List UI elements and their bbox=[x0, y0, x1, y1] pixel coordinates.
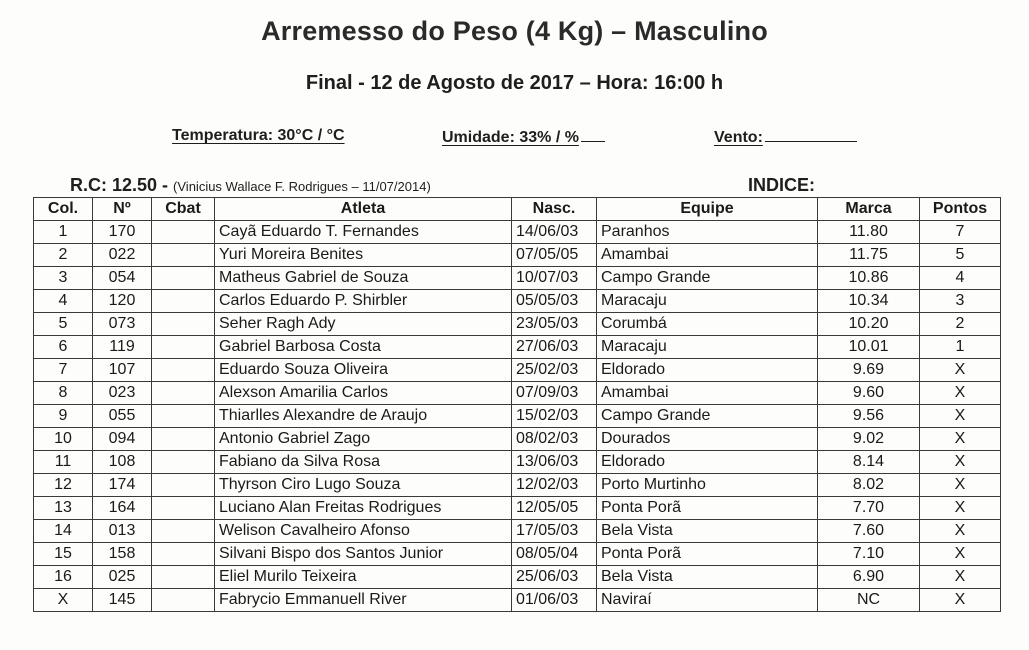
cell-marca: 10.01 bbox=[818, 336, 920, 359]
table-row bbox=[34, 474, 1001, 497]
wind-blank bbox=[765, 127, 857, 142]
cell-num: 119 bbox=[93, 336, 152, 359]
cell-nasc: 25/06/03 bbox=[512, 566, 597, 589]
cell-nasc: 08/05/04 bbox=[512, 543, 597, 566]
cell-cbat bbox=[152, 359, 215, 382]
cell-marca: 9.02 bbox=[818, 428, 920, 451]
cell-cbat bbox=[152, 451, 215, 474]
cell-col: 15 bbox=[34, 543, 93, 566]
cell-pontos: 5 bbox=[920, 244, 1001, 267]
cell-marca: 9.69 bbox=[818, 359, 920, 382]
cell-atleta: Gabriel Barbosa Costa bbox=[215, 336, 512, 359]
cell-marca: 7.60 bbox=[818, 520, 920, 543]
cell-cbat bbox=[152, 497, 215, 520]
table-row bbox=[34, 589, 1001, 612]
cell-pontos: 7 bbox=[920, 221, 1001, 244]
cell-equipe: Eldorado bbox=[597, 451, 818, 474]
cell-col: 5 bbox=[34, 313, 93, 336]
cell-marca: 8.14 bbox=[818, 451, 920, 474]
cell-pontos: X bbox=[920, 405, 1001, 428]
results-table bbox=[33, 197, 1001, 612]
cell-num: 022 bbox=[93, 244, 152, 267]
record-separator: - bbox=[157, 175, 174, 195]
cell-atleta: Eduardo Souza Oliveira bbox=[215, 359, 512, 382]
cell-equipe: Bela Vista bbox=[597, 520, 818, 543]
cell-cbat bbox=[152, 566, 215, 589]
cell-num: 158 bbox=[93, 543, 152, 566]
cell-cbat bbox=[152, 382, 215, 405]
table-row bbox=[34, 290, 1001, 313]
table-row bbox=[34, 244, 1001, 267]
table-row bbox=[34, 520, 1001, 543]
cell-atleta: Carlos Eduardo P. Shirbler bbox=[215, 290, 512, 313]
cell-atleta: Yuri Moreira Benites bbox=[215, 244, 512, 267]
cell-equipe: Corumbá bbox=[597, 313, 818, 336]
cell-equipe: Campo Grande bbox=[597, 267, 818, 290]
cell-pontos: X bbox=[920, 543, 1001, 566]
cell-pontos: 2 bbox=[920, 313, 1001, 336]
cell-nasc: 13/06/03 bbox=[512, 451, 597, 474]
cell-pontos: 1 bbox=[920, 336, 1001, 359]
cell-num: 013 bbox=[93, 520, 152, 543]
cell-pontos: X bbox=[920, 520, 1001, 543]
cell-nasc: 07/09/03 bbox=[512, 382, 597, 405]
table-row bbox=[34, 267, 1001, 290]
record-value: R.C: 12.50 bbox=[70, 175, 158, 195]
cell-equipe: Eldorado bbox=[597, 359, 818, 382]
wind-label: Vento: bbox=[714, 129, 763, 146]
cell-nasc: 27/06/03 bbox=[512, 336, 597, 359]
cell-pontos: X bbox=[920, 566, 1001, 589]
record-holder: (Vinicius Wallace F. Rodrigues – 11/07/2014) bbox=[173, 179, 431, 194]
cell-atleta: Antonio Gabriel Zago bbox=[215, 428, 512, 451]
header-nasc: Nasc. bbox=[512, 198, 597, 221]
cell-equipe: Porto Murtinho bbox=[597, 474, 818, 497]
cell-num: 055 bbox=[93, 405, 152, 428]
cell-cbat bbox=[152, 244, 215, 267]
cell-marca: 7.70 bbox=[818, 497, 920, 520]
cell-nasc: 10/07/03 bbox=[512, 267, 597, 290]
cell-col: X bbox=[34, 589, 93, 612]
humidity-blank bbox=[581, 127, 605, 142]
cell-pontos: 4 bbox=[920, 267, 1001, 290]
cell-pontos: X bbox=[920, 474, 1001, 497]
cell-cbat bbox=[152, 405, 215, 428]
cell-equipe: Ponta Porã bbox=[597, 543, 818, 566]
cell-nasc: 23/05/03 bbox=[512, 313, 597, 336]
cell-atleta: Seher Ragh Ady bbox=[215, 313, 512, 336]
cell-equipe: Maracaju bbox=[597, 336, 818, 359]
cell-atleta: Welison Cavalheiro Afonso bbox=[215, 520, 512, 543]
table-row bbox=[34, 382, 1001, 405]
table-row bbox=[34, 497, 1001, 520]
cell-marca: 11.75 bbox=[818, 244, 920, 267]
cell-col: 16 bbox=[34, 566, 93, 589]
cell-atleta: Matheus Gabriel de Souza bbox=[215, 267, 512, 290]
cell-col: 11 bbox=[34, 451, 93, 474]
cell-col: 12 bbox=[34, 474, 93, 497]
cell-atleta: Fabrycio Emmanuell River bbox=[215, 589, 512, 612]
cell-equipe: Ponta Porã bbox=[597, 497, 818, 520]
cell-cbat bbox=[152, 520, 215, 543]
cell-nasc: 14/06/03 bbox=[512, 221, 597, 244]
header-cbat: Cbat bbox=[152, 198, 215, 221]
cell-col: 1 bbox=[34, 221, 93, 244]
cell-col: 10 bbox=[34, 428, 93, 451]
cell-atleta: Fabiano da Silva Rosa bbox=[215, 451, 512, 474]
cell-cbat bbox=[152, 290, 215, 313]
cell-nasc: 08/02/03 bbox=[512, 428, 597, 451]
cell-atleta: Cayã Eduardo T. Fernandes bbox=[215, 221, 512, 244]
table-row bbox=[34, 221, 1001, 244]
table-row bbox=[34, 405, 1001, 428]
cell-num: 120 bbox=[93, 290, 152, 313]
cell-col: 4 bbox=[34, 290, 93, 313]
page-subtitle: Final - 12 de Agosto de 2017 – Hora: 16:00 h bbox=[305, 72, 724, 94]
cell-col: 8 bbox=[34, 382, 93, 405]
cell-pontos: X bbox=[920, 359, 1001, 382]
cell-nasc: 12/02/03 bbox=[512, 474, 597, 497]
cell-pontos: X bbox=[920, 382, 1001, 405]
cell-marca: 11.80 bbox=[818, 221, 920, 244]
cell-pontos: X bbox=[920, 451, 1001, 474]
cell-atleta: Thyrson Ciro Lugo Souza bbox=[215, 474, 512, 497]
cell-col: 6 bbox=[34, 336, 93, 359]
cell-pontos: X bbox=[920, 428, 1001, 451]
cell-num: 107 bbox=[93, 359, 152, 382]
cell-num: 073 bbox=[93, 313, 152, 336]
cell-col: 14 bbox=[34, 520, 93, 543]
cell-cbat bbox=[152, 589, 215, 612]
record-line bbox=[70, 175, 431, 196]
cell-equipe: Paranhos bbox=[597, 221, 818, 244]
cell-cbat bbox=[152, 267, 215, 290]
table-row bbox=[34, 566, 1001, 589]
cell-num: 054 bbox=[93, 267, 152, 290]
cell-num: 094 bbox=[93, 428, 152, 451]
wind-field bbox=[714, 127, 857, 147]
cell-marca: 9.60 bbox=[818, 382, 920, 405]
table-row bbox=[34, 359, 1001, 382]
cell-pontos: X bbox=[920, 497, 1001, 520]
cell-col: 3 bbox=[34, 267, 93, 290]
cell-nasc: 05/05/03 bbox=[512, 290, 597, 313]
results-body bbox=[34, 221, 1001, 612]
cell-cbat bbox=[152, 221, 215, 244]
cell-marca: 10.86 bbox=[818, 267, 920, 290]
cell-marca: 10.34 bbox=[818, 290, 920, 313]
cell-atleta: Eliel Murilo Teixeira bbox=[215, 566, 512, 589]
cell-num: 025 bbox=[93, 566, 152, 589]
cell-marca: 9.56 bbox=[818, 405, 920, 428]
cell-cbat bbox=[152, 543, 215, 566]
cell-atleta: Alexson Amarilia Carlos bbox=[215, 382, 512, 405]
table-row bbox=[34, 336, 1001, 359]
cell-marca: NC bbox=[818, 589, 920, 612]
header-col: Col. bbox=[34, 198, 93, 221]
table-row bbox=[34, 543, 1001, 566]
index-label: INDICE: bbox=[748, 175, 815, 195]
cell-num: 174 bbox=[93, 474, 152, 497]
humidity-label: Umidade: 33% / % bbox=[442, 129, 579, 146]
cell-col: 9 bbox=[34, 405, 93, 428]
table-header-row bbox=[34, 198, 1001, 221]
cell-col: 7 bbox=[34, 359, 93, 382]
cell-equipe: Dourados bbox=[597, 428, 818, 451]
page-title: Arremesso do Peso (4 Kg) – Masculino bbox=[261, 16, 768, 46]
cell-nasc: 17/05/03 bbox=[512, 520, 597, 543]
cell-atleta: Silvani Bispo dos Santos Junior bbox=[215, 543, 512, 566]
cell-atleta: Thiarlles Alexandre de Araujo bbox=[215, 405, 512, 428]
cell-equipe: Bela Vista bbox=[597, 566, 818, 589]
table-row bbox=[34, 313, 1001, 336]
table-row bbox=[34, 451, 1001, 474]
cell-cbat bbox=[152, 313, 215, 336]
header-equipe: Equipe bbox=[597, 198, 818, 221]
cell-num: 164 bbox=[93, 497, 152, 520]
humidity-field bbox=[442, 127, 605, 147]
table-row bbox=[34, 428, 1001, 451]
cell-equipe: Amambai bbox=[597, 244, 818, 267]
cell-cbat bbox=[152, 336, 215, 359]
cell-col: 2 bbox=[34, 244, 93, 267]
header-marca: Marca bbox=[818, 198, 920, 221]
cell-cbat bbox=[152, 428, 215, 451]
temperature-field: Temperatura: 30°C / °C bbox=[172, 127, 345, 144]
cell-num: 108 bbox=[93, 451, 152, 474]
cell-num: 170 bbox=[93, 221, 152, 244]
cell-marca: 7.10 bbox=[818, 543, 920, 566]
cell-atleta: Luciano Alan Freitas Rodrigues bbox=[215, 497, 512, 520]
cell-num: 023 bbox=[93, 382, 152, 405]
cell-marca: 10.20 bbox=[818, 313, 920, 336]
cell-num: 145 bbox=[93, 589, 152, 612]
cell-nasc: 07/05/05 bbox=[512, 244, 597, 267]
cell-pontos: 3 bbox=[920, 290, 1001, 313]
header-atleta: Atleta bbox=[215, 198, 512, 221]
cell-nasc: 01/06/03 bbox=[512, 589, 597, 612]
cell-cbat bbox=[152, 474, 215, 497]
header-num: Nº bbox=[93, 198, 152, 221]
cell-equipe: Campo Grande bbox=[597, 405, 818, 428]
cell-equipe: Amambai bbox=[597, 382, 818, 405]
cell-marca: 6.90 bbox=[818, 566, 920, 589]
cell-nasc: 15/02/03 bbox=[512, 405, 597, 428]
cell-marca: 8.02 bbox=[818, 474, 920, 497]
cell-nasc: 12/05/05 bbox=[512, 497, 597, 520]
cell-col: 13 bbox=[34, 497, 93, 520]
header-pontos: Pontos bbox=[920, 198, 1001, 221]
cell-pontos: X bbox=[920, 589, 1001, 612]
cell-nasc: 25/02/03 bbox=[512, 359, 597, 382]
cell-equipe: Naviraí bbox=[597, 589, 818, 612]
cell-equipe: Maracaju bbox=[597, 290, 818, 313]
